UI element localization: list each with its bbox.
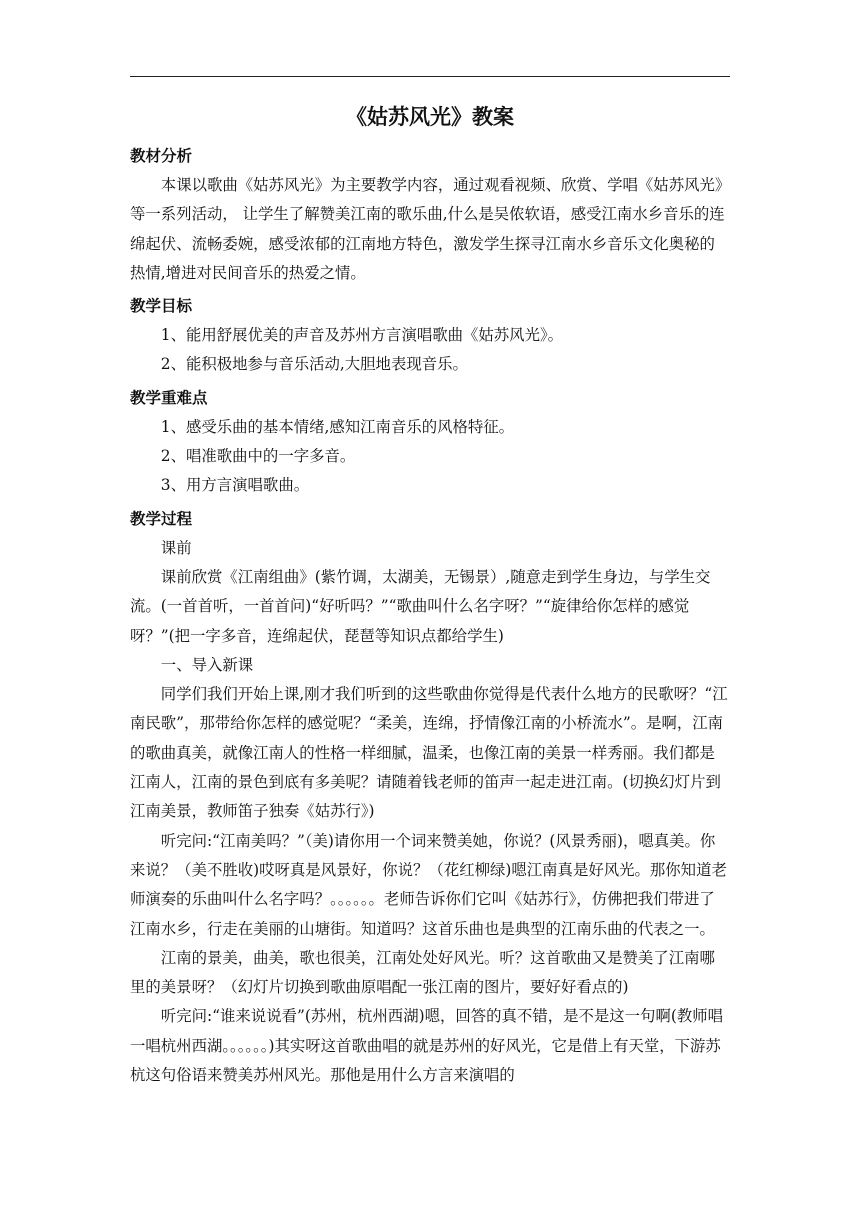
paragraph: 课前欣赏《江南组曲》(紫竹调，太湖美，无锡景）,随意走到学生身边，与学生交流。(一首首听，一首首问)“好听吗？”“歌曲叫什么名字呀？”“旋律给你怎样的感觉呀？”(把一字多音，连绵起伏，琵琶等知识点都给学生) [130, 567, 711, 645]
section-heading-process: 教学过程 [130, 509, 193, 528]
paragraph: 课前 [160, 538, 192, 557]
paragraph: 听完问:“谁来说说看”(苏州，杭州西湖)嗯，回答的真不错，是不是这一句啊(教师唱一唱杭州西湖。。。。。。)其实呀这首歌曲唱的就是苏州的好风光，它是借上有天堂，下游苏杭这句俗语来赞美苏州风光。那他是用什么方言来演唱的 [130, 1007, 724, 1085]
paragraph: 1、感受乐曲的基本情绪,感知江南音乐的风格特征。 [160, 417, 515, 436]
paragraph: 3、用方言演唱歌曲。 [160, 476, 310, 495]
paragraph: 2、唱准歌曲中的一字多音。 [160, 447, 356, 466]
document-title: 《姑苏风光》教案 [346, 105, 514, 129]
paragraph: 1、能用舒展优美的声音及苏州方言演唱歌曲《姑苏风光》。 [160, 326, 564, 345]
section-heading-key-points: 教学重难点 [130, 388, 208, 407]
paragraph: 听完问:“江南美吗？”（美)请你用一个词来赞美她，你说？(风景秀丽)，嗯真美。你来说？（美不胜收)哎呀真是风景好，你说？（花红柳绿)嗯江南真是好风光。那你知道老师演奏的乐曲叫什么名字吗？。。。。。。老师告诉你们它叫《姑苏行》，仿佛把我们带进了江南水乡，行走在美丽的山塘街。知道吗？这首乐曲也是典型的江南乐曲的代表之一。 [130, 831, 727, 938]
section-heading-analysis: 教材分析 [130, 147, 193, 165]
header-rule [130, 76, 730, 77]
document-page [130, 100, 730, 1090]
paragraph: 2、能积极地参与音乐活动,大胆地表现音乐。 [160, 355, 468, 374]
paragraph: 一、导入新课 [160, 655, 254, 674]
section-heading-goals: 教学目标 [130, 297, 193, 316]
paragraph: 同学们我们开始上课,刚才我们听到的这些歌曲你觉得是代表什么地方的民歌呀？“江南民歌”，那带给你怎样的感觉呢？“柔美，连绵，抒情像江南的小桥流水”。是啊，江南的歌曲真美，就像江南人的性格一样细腻，温柔，也像江南的美景一样秀丽。我们都是江南人，江南的景色到底有多美呢？请随着钱老师的笛声一起走进江南。(切换幻灯片到江南美景，教师笛子独奏《姑苏行》) [130, 685, 728, 821]
paragraph: 本课以歌曲《姑苏风光》为主要教学内容，通过观看视频、欣赏、学唱《姑苏风光》等一系列活动， 让学生了解赞美江南的歌乐曲,什么是吴侬软语，感受江南水乡音乐的连绵起伏、流畅委婉，感受浓郁的江南地方特色，激发学生探寻江南水乡音乐文化奥秘的热情,增进对民间音乐的热爱之情。 [130, 176, 725, 282]
paragraph: 江南的景美，曲美，歌也很美，江南处处好风光。听？这首歌曲又是赞美了江南哪里的美景呀？（幻灯片切换到歌曲原唱配一张江南的图片，要好好看点的) [130, 948, 715, 997]
